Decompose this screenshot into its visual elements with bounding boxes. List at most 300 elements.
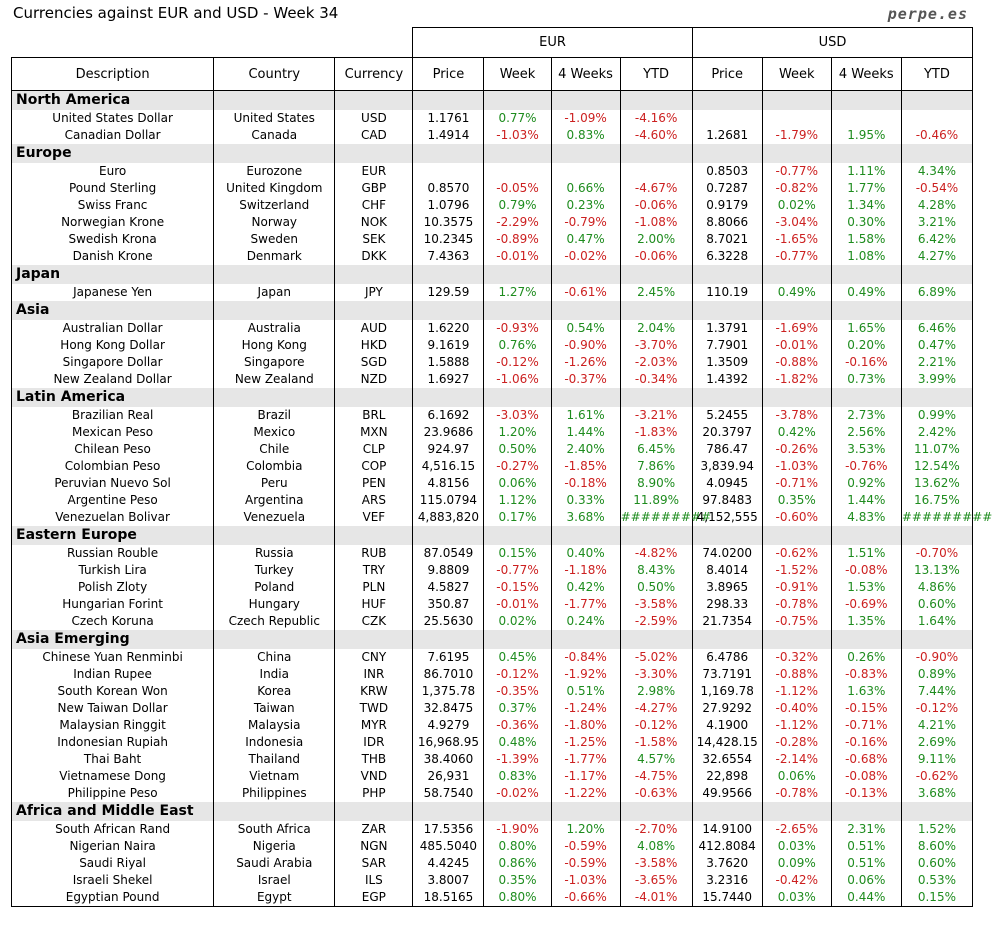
table-row	[12, 872, 973, 889]
cell-usd-week	[762, 110, 831, 127]
cell-eur-price: 58.7540	[413, 785, 484, 802]
cell-description: Polish Zloty	[12, 579, 214, 596]
cell-eur-ytd: -1.08%	[620, 214, 692, 231]
section-spacer	[551, 388, 620, 407]
cell-description: Peruvian Nuevo Sol	[12, 475, 214, 492]
cell-description: New Taiwan Dollar	[12, 700, 214, 717]
cell-currency: NZD	[335, 371, 413, 388]
cell-description: Philippine Peso	[12, 785, 214, 802]
cell-usd-week: 0.02%	[762, 197, 831, 214]
cell-usd-price: 3.7620	[692, 855, 762, 872]
cell-eur-price: 350.87	[413, 596, 484, 613]
section-row	[12, 802, 973, 821]
section-title: Japan	[12, 265, 214, 284]
cell-usd-4weeks: -0.08%	[831, 768, 901, 785]
cell-eur-4weeks: 0.83%	[551, 127, 620, 144]
cell-usd-4weeks: -0.15%	[831, 700, 901, 717]
cell-currency: VND	[335, 768, 413, 785]
cell-eur-week: 0.80%	[484, 838, 551, 855]
cell-eur-price: 4.8156	[413, 475, 484, 492]
cell-usd-price: 5.2455	[692, 407, 762, 424]
cell-country: Peru	[214, 475, 335, 492]
cell-country: Hong Kong	[214, 337, 335, 354]
cell-country: Hungary	[214, 596, 335, 613]
cell-eur-4weeks: 3.68%	[551, 509, 620, 526]
cell-eur-ytd: -5.02%	[620, 649, 692, 666]
table-row	[12, 320, 973, 337]
cell-eur-week: 0.17%	[484, 509, 551, 526]
cell-eur-ytd	[620, 163, 692, 180]
cell-description: Argentine Peso	[12, 492, 214, 509]
cell-currency: SEK	[335, 231, 413, 248]
cell-eur-price: 4.4245	[413, 855, 484, 872]
cell-eur-ytd: -3.70%	[620, 337, 692, 354]
section-spacer	[484, 91, 551, 111]
cell-eur-ytd: 2.00%	[620, 231, 692, 248]
cell-usd-ytd: 0.47%	[901, 337, 972, 354]
cell-country: Denmark	[214, 248, 335, 265]
cell-eur-price: 1.0796	[413, 197, 484, 214]
cell-usd-week: 0.09%	[762, 855, 831, 872]
section-spacer	[831, 388, 901, 407]
table-row	[12, 562, 973, 579]
cell-usd-week: -1.03%	[762, 458, 831, 475]
col-currency: Currency	[335, 58, 413, 91]
cell-eur-4weeks: 0.24%	[551, 613, 620, 630]
section-spacer	[551, 802, 620, 821]
cell-eur-ytd: -4.67%	[620, 180, 692, 197]
cell-usd-price: 0.8503	[692, 163, 762, 180]
cell-eur-ytd: 2.04%	[620, 320, 692, 337]
cell-usd-4weeks: -0.83%	[831, 666, 901, 683]
cell-description: Colombian Peso	[12, 458, 214, 475]
table-row	[12, 424, 973, 441]
cell-eur-4weeks: 1.20%	[551, 821, 620, 838]
cell-description: Danish Krone	[12, 248, 214, 265]
col-eur-ytd: YTD	[620, 58, 692, 91]
cell-eur-4weeks: 1.44%	[551, 424, 620, 441]
cell-usd-4weeks: -0.16%	[831, 354, 901, 371]
col-usd-price: Price	[692, 58, 762, 91]
cell-usd-ytd: 16.75%	[901, 492, 972, 509]
cell-country: Vietnam	[214, 768, 335, 785]
cell-eur-price: 4,516.15	[413, 458, 484, 475]
cell-eur-price: 26,931	[413, 768, 484, 785]
cell-eur-week: -2.29%	[484, 214, 551, 231]
cell-usd-price: 27.9292	[692, 700, 762, 717]
cell-eur-price: 7.4363	[413, 248, 484, 265]
cell-currency: KRW	[335, 683, 413, 700]
cell-usd-price: 32.6554	[692, 751, 762, 768]
section-spacer	[692, 265, 762, 284]
cell-eur-ytd: 4.08%	[620, 838, 692, 855]
cell-country: Czech Republic	[214, 613, 335, 630]
cell-currency: IDR	[335, 734, 413, 751]
cell-eur-week: 0.45%	[484, 649, 551, 666]
cell-usd-week: -3.78%	[762, 407, 831, 424]
table-row	[12, 110, 973, 127]
currency-table	[11, 57, 992, 907]
cell-eur-ytd: -0.63%	[620, 785, 692, 802]
cell-usd-week: -1.82%	[762, 371, 831, 388]
cell-country: South Africa	[214, 821, 335, 838]
cell-eur-price: 16,968.95	[413, 734, 484, 751]
cell-description: Swedish Krona	[12, 231, 214, 248]
cell-country: Colombia	[214, 458, 335, 475]
table-row	[12, 700, 973, 717]
cell-eur-ytd: -3.21%	[620, 407, 692, 424]
cell-currency: PHP	[335, 785, 413, 802]
cell-eur-4weeks: 0.47%	[551, 231, 620, 248]
cell-eur-4weeks: -0.18%	[551, 475, 620, 492]
cell-eur-price: 10.2345	[413, 231, 484, 248]
section-spacer	[551, 630, 620, 649]
section-spacer	[620, 144, 692, 163]
cell-usd-ytd: 0.60%	[901, 596, 972, 613]
cell-usd-4weeks: 1.35%	[831, 613, 901, 630]
cell-eur-price: 129.59	[413, 284, 484, 301]
cell-currency: JPY	[335, 284, 413, 301]
section-spacer	[335, 144, 413, 163]
cell-eur-4weeks: -1.92%	[551, 666, 620, 683]
section-spacer	[413, 91, 484, 111]
cell-usd-week: -1.65%	[762, 231, 831, 248]
cell-usd-ytd: 3.21%	[901, 214, 972, 231]
cell-usd-ytd: -0.62%	[901, 768, 972, 785]
cell-usd-price: 74.0200	[692, 545, 762, 562]
section-spacer	[335, 526, 413, 545]
cell-usd-price: 14,428.15	[692, 734, 762, 751]
cell-usd-price: 0.9179	[692, 197, 762, 214]
table-row	[12, 458, 973, 475]
table-row	[12, 354, 973, 371]
cell-eur-4weeks: 0.42%	[551, 579, 620, 596]
section-spacer	[692, 526, 762, 545]
cell-usd-week: -1.12%	[762, 683, 831, 700]
section-spacer	[620, 526, 692, 545]
cell-currency: MYR	[335, 717, 413, 734]
section-spacer	[214, 388, 335, 407]
cell-eur-week: -0.36%	[484, 717, 551, 734]
col-description: Description	[12, 58, 214, 91]
cell-eur-4weeks: -0.79%	[551, 214, 620, 231]
cell-currency: RUB	[335, 545, 413, 562]
cell-usd-price: 21.7354	[692, 613, 762, 630]
section-spacer	[831, 144, 901, 163]
section-spacer	[762, 144, 831, 163]
cell-currency: TWD	[335, 700, 413, 717]
cell-usd-price: 6.3228	[692, 248, 762, 265]
usd-group-header: USD	[692, 27, 973, 57]
section-spacer	[551, 144, 620, 163]
cell-eur-price: 4,883,820	[413, 509, 484, 526]
cell-usd-ytd: 13.62%	[901, 475, 972, 492]
cell-eur-ytd: 7.86%	[620, 458, 692, 475]
cell-eur-price: 924.97	[413, 441, 484, 458]
cell-usd-4weeks: 2.56%	[831, 424, 901, 441]
cell-description: Norwegian Krone	[12, 214, 214, 231]
cell-usd-price: 298.33	[692, 596, 762, 613]
cell-usd-price: 6.4786	[692, 649, 762, 666]
cell-eur-week: 0.76%	[484, 337, 551, 354]
cell-eur-4weeks: 0.54%	[551, 320, 620, 337]
cell-country: New Zealand	[214, 371, 335, 388]
cell-eur-week: 0.06%	[484, 475, 551, 492]
cell-usd-price: 1.4392	[692, 371, 762, 388]
cell-usd-week: 0.03%	[762, 838, 831, 855]
section-title: Latin America	[12, 388, 214, 407]
section-spacer	[551, 301, 620, 320]
section-spacer	[831, 301, 901, 320]
cell-currency: HUF	[335, 596, 413, 613]
cell-eur-week: -0.89%	[484, 231, 551, 248]
cell-usd-4weeks: 1.63%	[831, 683, 901, 700]
cell-description: South Korean Won	[12, 683, 214, 700]
cell-description: Chinese Yuan Renminbi	[12, 649, 214, 666]
cell-usd-4weeks: 4.83%	[831, 509, 901, 526]
section-spacer	[620, 91, 692, 111]
cell-description: South African Rand	[12, 821, 214, 838]
cell-eur-ytd: -3.65%	[620, 872, 692, 889]
cell-usd-ytd: -0.46%	[901, 127, 972, 144]
section-spacer	[335, 91, 413, 111]
cell-eur-week: -0.15%	[484, 579, 551, 596]
cell-eur-ytd: -2.70%	[620, 821, 692, 838]
section-spacer	[413, 144, 484, 163]
cell-usd-ytd: 8.60%	[901, 838, 972, 855]
section-spacer	[214, 144, 335, 163]
cell-eur-ytd: -4.60%	[620, 127, 692, 144]
cell-currency: HKD	[335, 337, 413, 354]
cell-usd-ytd: #########	[901, 510, 992, 524]
cell-usd-week: -1.79%	[762, 127, 831, 144]
cell-usd-4weeks: 0.30%	[831, 214, 901, 231]
cell-usd-4weeks: 1.34%	[831, 197, 901, 214]
cell-eur-week: 1.27%	[484, 284, 551, 301]
section-spacer	[831, 265, 901, 284]
cell-eur-4weeks: -0.84%	[551, 649, 620, 666]
cell-currency: NGN	[335, 838, 413, 855]
section-spacer	[831, 526, 901, 545]
section-spacer	[413, 301, 484, 320]
cell-usd-price: 1,169.78	[692, 683, 762, 700]
cell-usd-price: 8.4014	[692, 562, 762, 579]
section-spacer	[413, 802, 484, 821]
cell-description: Australian Dollar	[12, 320, 214, 337]
section-row	[12, 91, 973, 111]
cell-description: Brazilian Real	[12, 407, 214, 424]
cell-usd-price: 3.8965	[692, 579, 762, 596]
section-spacer	[692, 802, 762, 821]
cell-currency: CLP	[335, 441, 413, 458]
cell-eur-4weeks: 2.40%	[551, 441, 620, 458]
section-spacer	[901, 144, 972, 163]
cell-currency: ARS	[335, 492, 413, 509]
section-spacer	[901, 802, 972, 821]
section-spacer	[335, 301, 413, 320]
table-row	[12, 441, 973, 458]
cell-description: Thai Baht	[12, 751, 214, 768]
cell-usd-4weeks: 1.65%	[831, 320, 901, 337]
table-row	[12, 785, 973, 802]
cell-usd-price: 8.7021	[692, 231, 762, 248]
cell-eur-4weeks: -1.77%	[551, 596, 620, 613]
cell-usd-4weeks: -0.76%	[831, 458, 901, 475]
cell-country: Indonesia	[214, 734, 335, 751]
section-row	[12, 526, 973, 545]
table-row	[12, 197, 973, 214]
cell-currency: USD	[335, 110, 413, 127]
cell-usd-4weeks	[831, 110, 901, 127]
cell-currency: CNY	[335, 649, 413, 666]
cell-eur-week: 0.79%	[484, 197, 551, 214]
table-row	[12, 838, 973, 855]
cell-usd-price: 4,152,555	[692, 509, 762, 526]
cell-currency: EGP	[335, 889, 413, 907]
cell-usd-4weeks: -0.13%	[831, 785, 901, 802]
cell-country: Chile	[214, 441, 335, 458]
cell-eur-4weeks: -1.18%	[551, 562, 620, 579]
cell-usd-price: 20.3797	[692, 424, 762, 441]
table-row	[12, 751, 973, 768]
cell-eur-week: 1.20%	[484, 424, 551, 441]
cell-description: Indian Rupee	[12, 666, 214, 683]
cell-usd-4weeks: 2.31%	[831, 821, 901, 838]
cell-usd-ytd: 4.34%	[901, 163, 972, 180]
table-row	[12, 666, 973, 683]
section-title: North America	[12, 91, 214, 111]
section-spacer	[484, 301, 551, 320]
cell-eur-week: 0.50%	[484, 441, 551, 458]
cell-usd-4weeks: -0.16%	[831, 734, 901, 751]
cell-usd-week: 0.42%	[762, 424, 831, 441]
table-row	[12, 337, 973, 354]
cell-eur-ytd: #########	[620, 510, 712, 524]
cell-description: United States Dollar	[12, 110, 214, 127]
section-spacer	[335, 265, 413, 284]
header-row	[12, 58, 973, 91]
section-spacer	[413, 630, 484, 649]
cell-eur-4weeks: -0.37%	[551, 371, 620, 388]
col-country: Country	[214, 58, 335, 91]
table-row	[12, 371, 973, 388]
section-spacer	[335, 630, 413, 649]
table-row	[12, 768, 973, 785]
cell-usd-week: -0.42%	[762, 872, 831, 889]
section-spacer	[692, 388, 762, 407]
section-title: Asia Emerging	[12, 630, 214, 649]
cell-usd-week: -0.40%	[762, 700, 831, 717]
cell-currency: AUD	[335, 320, 413, 337]
cell-usd-week: -0.60%	[762, 509, 831, 526]
section-spacer	[484, 265, 551, 284]
cell-country: Mexico	[214, 424, 335, 441]
section-spacer	[413, 526, 484, 545]
cell-currency: GBP	[335, 180, 413, 197]
section-spacer	[762, 301, 831, 320]
cell-eur-4weeks: 1.61%	[551, 407, 620, 424]
cell-usd-4weeks: 1.53%	[831, 579, 901, 596]
cell-eur-ytd: -4.27%	[620, 700, 692, 717]
cell-currency: CHF	[335, 197, 413, 214]
cell-country: Switzerland	[214, 197, 335, 214]
cell-description: Russian Rouble	[12, 545, 214, 562]
section-spacer	[484, 802, 551, 821]
cell-usd-week: -0.78%	[762, 785, 831, 802]
col-usd-4weeks: 4 Weeks	[831, 58, 901, 91]
cell-eur-week: 0.35%	[484, 872, 551, 889]
section-spacer	[214, 630, 335, 649]
cell-eur-price: 4.5827	[413, 579, 484, 596]
cell-eur-week: -1.39%	[484, 751, 551, 768]
section-spacer	[551, 91, 620, 111]
cell-eur-4weeks: -1.24%	[551, 700, 620, 717]
cell-usd-week: -0.28%	[762, 734, 831, 751]
cell-currency: ZAR	[335, 821, 413, 838]
cell-description: Vietnamese Dong	[12, 768, 214, 785]
cell-usd-ytd: 4.21%	[901, 717, 972, 734]
section-spacer	[551, 526, 620, 545]
cell-eur-week: -0.01%	[484, 248, 551, 265]
cell-usd-4weeks: 0.20%	[831, 337, 901, 354]
cell-usd-4weeks: 1.11%	[831, 163, 901, 180]
cell-eur-4weeks: -1.85%	[551, 458, 620, 475]
cell-usd-ytd: 6.46%	[901, 320, 972, 337]
cell-eur-price: 1.1761	[413, 110, 484, 127]
section-spacer	[762, 630, 831, 649]
cell-currency: COP	[335, 458, 413, 475]
table-body	[12, 91, 992, 907]
cell-eur-price: 25.5630	[413, 613, 484, 630]
section-spacer	[692, 301, 762, 320]
cell-eur-price: 18.5165	[413, 889, 484, 907]
cell-usd-4weeks: 0.73%	[831, 371, 901, 388]
cell-description: Czech Koruna	[12, 613, 214, 630]
cell-usd-price: 0.7287	[692, 180, 762, 197]
cell-usd-week: -0.26%	[762, 441, 831, 458]
cell-currency: TRY	[335, 562, 413, 579]
cell-eur-4weeks: -1.22%	[551, 785, 620, 802]
table-row	[12, 492, 973, 509]
cell-currency: MXN	[335, 424, 413, 441]
table-row	[12, 889, 973, 907]
cell-usd-ytd: 2.42%	[901, 424, 972, 441]
cell-eur-week: 0.77%	[484, 110, 551, 127]
cell-usd-ytd: 3.99%	[901, 371, 972, 388]
cell-eur-4weeks: 0.33%	[551, 492, 620, 509]
cell-description: Indonesian Rupiah	[12, 734, 214, 751]
cell-eur-week: -0.05%	[484, 180, 551, 197]
cell-eur-4weeks: -1.25%	[551, 734, 620, 751]
section-spacer	[692, 144, 762, 163]
cell-eur-4weeks: -0.59%	[551, 838, 620, 855]
cell-eur-week: -1.06%	[484, 371, 551, 388]
section-spacer	[901, 265, 972, 284]
cell-eur-ytd: 2.45%	[620, 284, 692, 301]
cell-country: Thailand	[214, 751, 335, 768]
section-spacer	[762, 91, 831, 111]
cell-country: Israel	[214, 872, 335, 889]
cell-usd-week: -0.77%	[762, 163, 831, 180]
table-row	[12, 163, 973, 180]
section-row	[12, 301, 973, 320]
cell-country: United Kingdom	[214, 180, 335, 197]
table-row	[12, 579, 973, 596]
cell-eur-ytd: 11.89%	[620, 492, 692, 509]
cell-currency: INR	[335, 666, 413, 683]
cell-eur-ytd: -1.83%	[620, 424, 692, 441]
cell-eur-price: 1.6220	[413, 320, 484, 337]
